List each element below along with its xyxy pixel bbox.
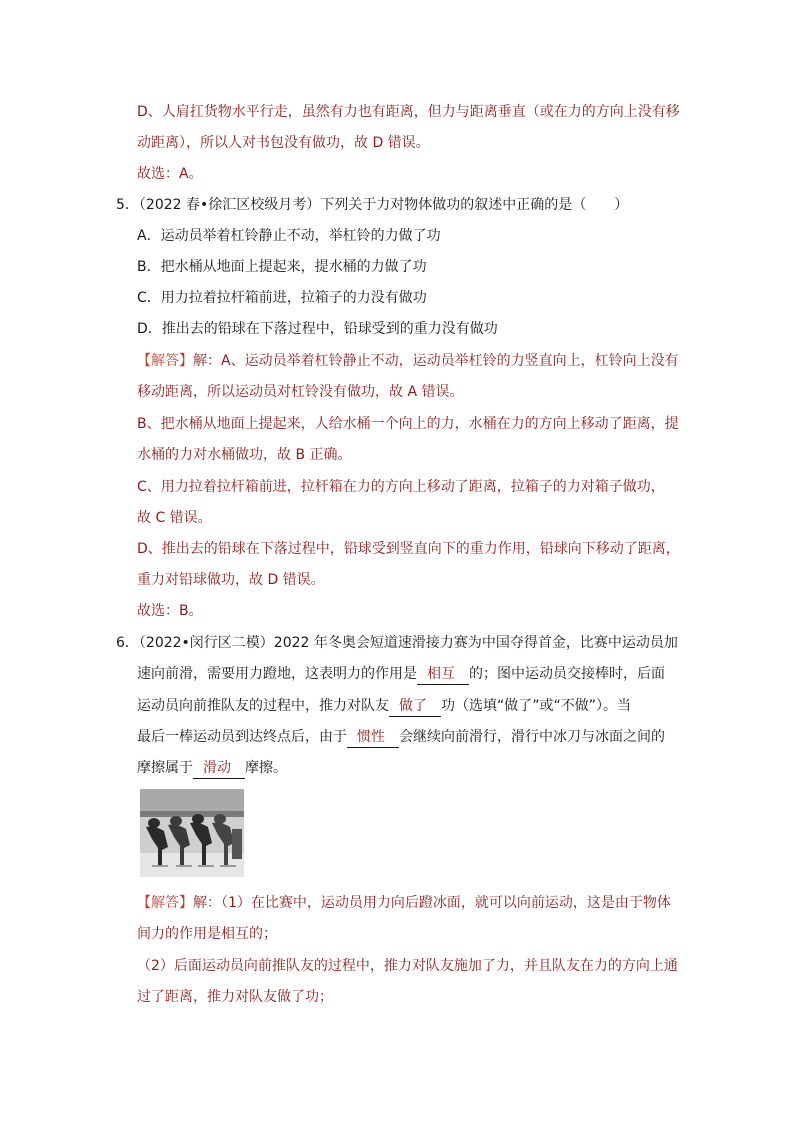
- q4-answer: 故选：A。: [137, 166, 203, 182]
- q6-text: 功（选填“做了”或“不做”）。当: [441, 698, 632, 714]
- q6-blank-1: 相互: [417, 664, 469, 685]
- q4-option-d-explain-2: 动距离），所以人对书包没有做功，故 D 错误。: [137, 135, 430, 151]
- q6-stem-2: [137, 664, 665, 685]
- q6-blank-4: 滑动: [193, 758, 245, 779]
- q6-text: 速向前滑，需要用力蹬地，这表明力的作用是: [137, 666, 417, 682]
- q5-option-c: C．用力拉着拉杆箱前进，拉箱子的力没有做功: [137, 290, 427, 306]
- q5-solution-line-1: [137, 351, 679, 371]
- q6-text: 运动员向前推队友的过程中，推力对队友: [137, 698, 389, 714]
- q6-stem-4: [137, 727, 665, 748]
- q6-solution-2a: （2）后面运动员向前推队友的过程中，推力对队友施加了力，并且队友在力的方向上通: [137, 958, 678, 974]
- q6-blank-2: 做了: [389, 696, 441, 717]
- q6-solution-label: 【解答】: [137, 895, 193, 911]
- speed-skaters-photo: [140, 789, 244, 877]
- q5-solution-a2: 移动距离，所以运动员对杠铃没有做功，故 A 错误。: [137, 384, 464, 400]
- q5-solution-c1: C、用力拉着拉杆箱前进，拉杆箱在力的方向上移动了距离，拉箱子的力对箱子做功，: [137, 479, 665, 495]
- q6-stem-1: 6．（2022•闵行区二模）2022 年冬奥会短道速滑接力赛为中国夺得首金，比赛中运动员加: [116, 635, 678, 651]
- q5-option-b: B．把水桶从地面上提起来，提水桶的力做了功: [137, 259, 427, 275]
- q6-text: 最后一棒运动员到达终点后，由于: [137, 729, 347, 745]
- q5-option-d: D．推出去的铅球在下落过程中，铅球受到的重力没有做功: [137, 321, 498, 337]
- q6-text: 的；图中运动员交接棒时，后面: [469, 666, 665, 682]
- q6-text: 会继续向前滑行，滑行中冰刀与冰面之间的: [399, 729, 665, 745]
- q5-stem: 5．（2022 春•徐汇区校级月考）下列关于力对物体做功的叙述中正确的是（ ）: [116, 197, 629, 213]
- q5-solution-c2: 故 C 错误。: [137, 510, 212, 526]
- q6-solution-1a: 解：（1）在比赛中，运动员用力向后蹬冰面，就可以向前运动，这是由于物体: [193, 895, 671, 911]
- q6-blank-3: 惯性: [347, 727, 399, 748]
- q5-solution-label: 【解答】: [137, 353, 193, 369]
- q5-option-a: A．运动员举着杠铃静止不动，举杠铃的力做了功: [137, 228, 441, 244]
- q6-stem-3: [137, 696, 631, 717]
- q6-text: 摩擦。: [245, 760, 287, 776]
- q6-solution-2b: 过了距离，推力对队友做了功；: [137, 989, 333, 1005]
- q6-solution-1b: 间力的作用是相互的；: [137, 926, 277, 942]
- q6-solution-line-1: [137, 893, 671, 913]
- q5-solution-b1: B、把水桶从地面上提起来，人给水桶一个向上的力，水桶在力的方向上移动了距离，提: [137, 416, 679, 432]
- speed-skaters-illustration: [140, 789, 244, 877]
- q5-solution-d2: 重力对铅球做功，故 D 错误。: [137, 572, 325, 588]
- q5-solution-b2: 水桶的力对水桶做功，故 B 正确。: [137, 447, 352, 463]
- q6-text: 摩擦属于: [137, 760, 193, 776]
- q6-stem-5: [137, 758, 287, 779]
- q5-solution-a1: 解：A、运动员举着杠铃静止不动，运动员举杠铃的力竖直向上，杠铃向上没有: [193, 353, 679, 369]
- q5-solution-d1: D、推出去的铅球在下落过程中，铅球受到竖直向下的重力作用，铅球向下移动了距离，: [137, 541, 680, 557]
- q5-answer: 故选：B。: [137, 603, 203, 619]
- q4-option-d-explain-1: D、人肩扛货物水平行走，虽然有力也有距离，但力与距离垂直（或在力的方向上没有移: [137, 104, 680, 120]
